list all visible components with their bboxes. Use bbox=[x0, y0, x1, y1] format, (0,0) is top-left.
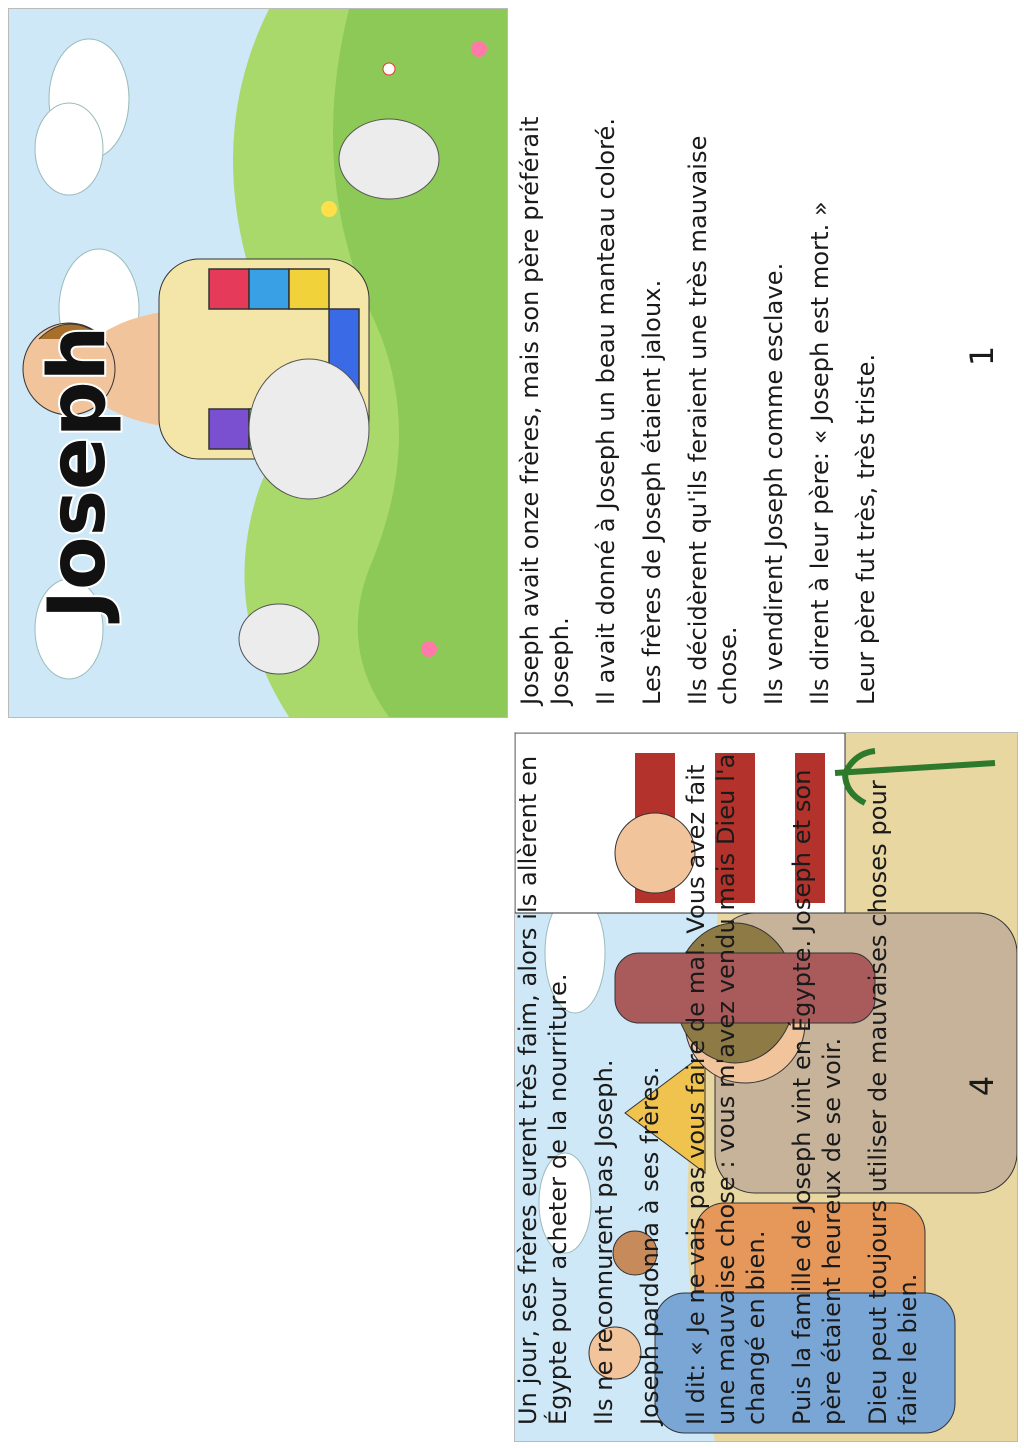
page-number-1: 1 bbox=[963, 345, 1002, 367]
page-4-paragraph: Puis la famille de Joseph vint en Égypte. Joseph et son père étaient heureux de se voir. bbox=[788, 769, 846, 1425]
page-4-paragraph: Un jour, ses frères eurent très faim, alors ils allèrent en Égypte pour acheter de la nourriture. bbox=[514, 755, 572, 1425]
page-4-paragraph: Joseph pardonna à ses frères. bbox=[636, 1066, 664, 1425]
page-1-paragraph: Les frères de Joseph étaient jaloux. bbox=[638, 279, 666, 705]
page-1-paragraph: Joseph avait onze frères, mais son père préférait Joseph. bbox=[516, 116, 574, 705]
page-1-paragraph: Ils dirent à leur père: « Joseph est mort. » bbox=[806, 201, 834, 705]
joseph-scene-art bbox=[9, 9, 507, 717]
page-1-paragraph: Leur père fut très, très triste. bbox=[852, 353, 880, 705]
page-1-paragraph: Ils décidèrent qu'ils feraient une très mauvaise chose. bbox=[684, 135, 742, 705]
page-1-paragraph: Il avait donné à Joseph un beau manteau coloré. bbox=[592, 117, 620, 705]
page-4-paragraph: Ils ne reconnurent pas Joseph. bbox=[590, 1059, 618, 1425]
page-1-paragraph: Ils vendirent Joseph comme esclave. bbox=[760, 262, 788, 705]
page-1-text bbox=[515, 95, 955, 705]
page-4-text bbox=[513, 725, 973, 1425]
page-number-4: 4 bbox=[963, 1075, 1002, 1097]
illustration-joseph-coat bbox=[8, 8, 508, 718]
page-4-paragraph: Il dit: « Je ne vais pas vous faire de mal. Vous avez fait une mauvaise chose : vous m'avez vendu mais Dieu l'a changé en bien. bbox=[682, 753, 770, 1425]
page-4-paragraph: Dieu peut toujours utiliser de mauvaises choses pour faire le bien. bbox=[864, 780, 922, 1425]
book-title: Joseph bbox=[33, 325, 123, 619]
